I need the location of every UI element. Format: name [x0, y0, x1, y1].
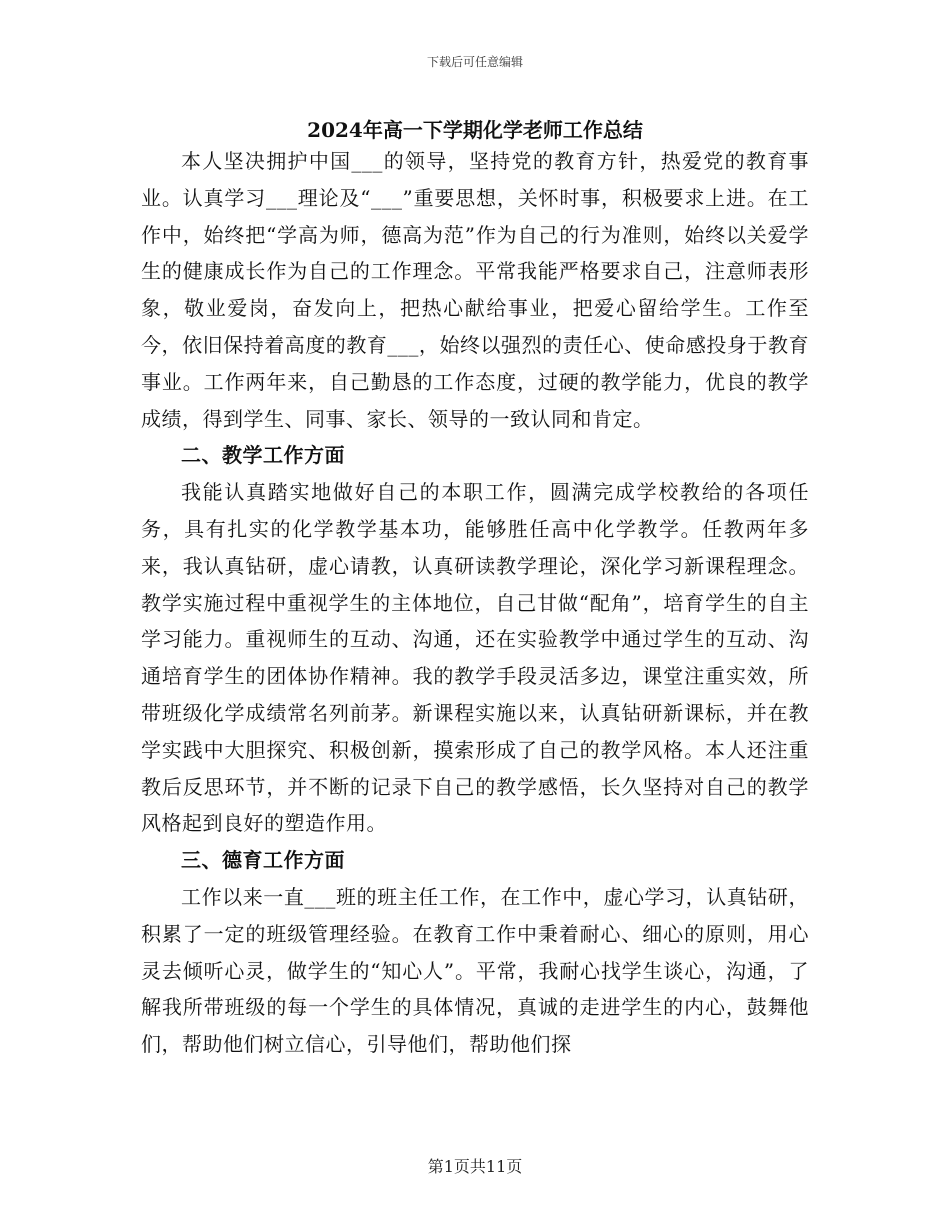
paragraph-intro: 本人坚决拥护中国___的领导，坚持党的教育方针，热爱党的教育事业。认真学习___理论及“___”重要思想，关怀时事，积极要求上进。在工作中，始终把“学高为师，德高为范”作为自己的行为准则，始终以关爱学生的健康成长作为自己的工作理念。平常我能严格要求自己，注意师表形象，敬业爱岗，奋发向上，把热心献给事业，把爱心留给学生。工作至今，依旧保持着高度的教育___，始终以强烈的责任心、使命感投身于教育事业。工作两年来，自己勤恳的工作态度，过硬的教学能力，优良的教学成绩，得到学生、同事、家长、领导的一致认同和肯定。 — [141, 149, 809, 431]
header-note: 下载后可任意编辑 — [426, 55, 523, 69]
paragraph-teaching: 我能认真踏实地做好自己的本职工作，圆满完成学校教给的各项任务，具有扎实的化学教学基本功，能够胜任高中化学教学。任教两年多来，我认真钻研，虚心请教，认真研读教学理论，深化学习新课程理念。教学实施过程中重视学生的主体地位，自己甘做“配角”，培育学生的自主学习能力。重视师生的互动、沟通，还在实验教学中通过学生的互动、沟通培育学生的团体协作精神。我的教学手段灵活多边，课堂注重实效，所带班级化学成绩常名列前茅。新课程实施以来，认真钻研新课标，并在教学实践中大胆探究、积极创新，摸索形成了自己的教学风格。本人还注重教后反思环节，并不断的记录下自己的教学感悟，长久坚持对自己的教学风格起到良好的塑造作用。 — [141, 480, 809, 836]
document-body — [141, 143, 809, 1063]
section-heading-teaching: 二、教学工作方面 — [181, 443, 345, 468]
page-indicator: 第1页共11页 — [427, 1157, 523, 1176]
section-heading-moral-education: 三、德育工作方面 — [181, 848, 345, 873]
paragraph-moral-education: 工作以来一直___班的班主任工作，在工作中，虚心学习，认真钻研，积累了一定的班级管理经验。在教育工作中秉着耐心、细心的原则，用心灵去倾听心灵，做学生的“知心人”。平常，我耐心找学生谈心，沟通，了解我所带班级的每一个学生的具体情况，真诚的走进学生的内心，鼓舞他们，帮助他们树立信心，引导他们，帮助他们探 — [141, 884, 809, 1057]
document-title: 2024年高一下学期化学老师工作总结 — [307, 118, 643, 142]
